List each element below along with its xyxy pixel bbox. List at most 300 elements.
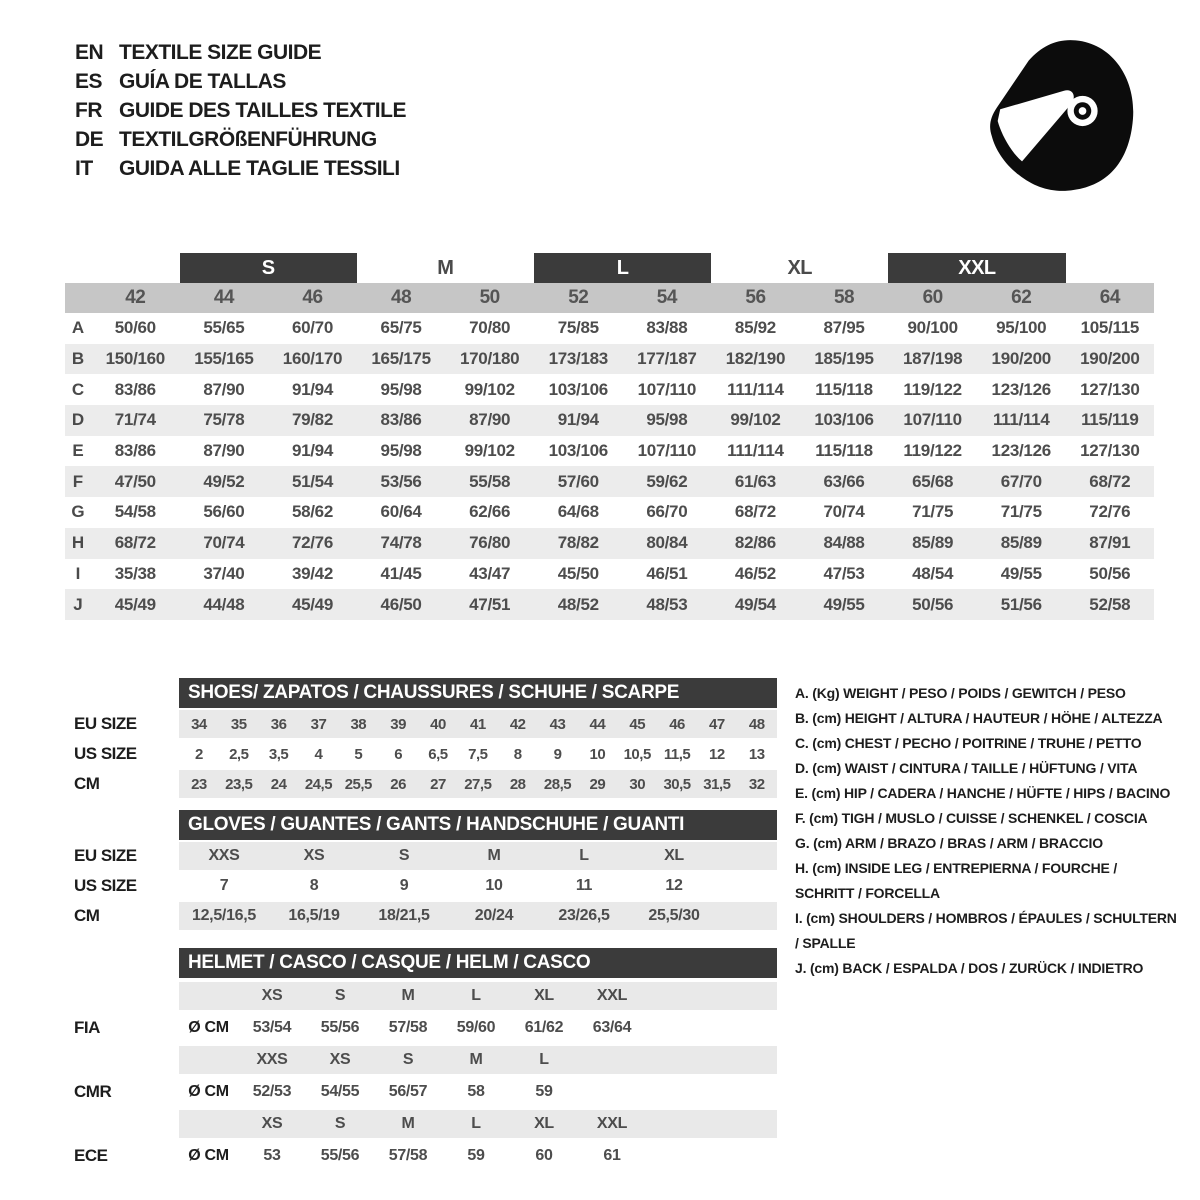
shoe-size-cell: 43: [549, 715, 566, 733]
row-values: [179, 710, 777, 738]
size-number: 54: [656, 287, 677, 308]
size-cell: 95/98: [646, 410, 688, 430]
glove-size-cell: XXS: [208, 847, 240, 864]
size-cell: 60/64: [380, 502, 422, 522]
size-cell: 115/118: [815, 441, 873, 461]
size-cell: 68/72: [734, 502, 776, 522]
helmet-size-cell: 58: [467, 1083, 485, 1100]
size-cell: 170/180: [459, 349, 520, 369]
size-cell: 51/54: [291, 471, 333, 491]
size-cell: 95/100: [996, 318, 1047, 338]
measurement-rows: [65, 313, 1154, 620]
size-cell: 48/53: [646, 594, 688, 614]
helmet-ece-values-row: [0, 1142, 1200, 1170]
size-cell: 71/75: [912, 502, 954, 522]
size-group-s: S: [180, 253, 357, 283]
size-cell: 119/122: [903, 379, 962, 399]
glove-size-cell: 12: [665, 877, 683, 894]
helmet-size-label: S: [402, 1051, 414, 1068]
shoe-size-cell: 40: [430, 715, 446, 733]
size-number: 50: [479, 287, 500, 308]
size-cell: 127/130: [1080, 441, 1140, 461]
glove-size-cell: 12,5/16,5: [191, 907, 257, 924]
size-cell: 103/106: [548, 441, 608, 461]
size-cell: 127/130: [1080, 379, 1140, 399]
shoe-size-cell: 31,5: [703, 775, 731, 793]
helmet-size-cell: 61: [603, 1147, 621, 1164]
shoe-size-cell: 9: [553, 745, 562, 763]
size-number: 58: [833, 287, 855, 308]
helmet-size-label: XS: [261, 987, 283, 1004]
helmet-size-label: XL: [534, 1115, 554, 1132]
standard-label: CMR: [74, 1082, 112, 1101]
size-cell: 37/40: [203, 563, 245, 583]
row-values: [91, 380, 1154, 400]
table-row: [65, 344, 1154, 375]
size-cell: 115/119: [1081, 410, 1139, 430]
helmet-size-cell: 53: [263, 1147, 281, 1164]
size-cell: 62/66: [469, 502, 511, 522]
shoe-size-cell: 12: [709, 745, 725, 763]
size-cell: 83/86: [380, 410, 422, 430]
size-cell: 91/94: [291, 441, 333, 461]
shoe-size-cell: 32: [748, 775, 765, 793]
size-cell: 165/175: [371, 349, 431, 369]
helmet-size-cell: 57/58: [388, 1019, 428, 1036]
glove-size-cell: 23/26,5: [558, 907, 610, 924]
helmet-size-cell: 56/57: [388, 1083, 428, 1100]
row-values: [91, 472, 1154, 492]
glove-size-cell: 20/24: [474, 907, 514, 924]
glove-size-cell: 8: [309, 877, 319, 894]
size-cell: 55/65: [203, 318, 245, 338]
size-cell: 87/90: [469, 410, 511, 430]
helmet-size-label: L: [471, 987, 481, 1004]
shoe-size-cell: 34: [191, 715, 207, 733]
size-cell: 90/100: [907, 318, 958, 338]
language-label: GUIDE DES TAILLES TEXTILE: [119, 99, 406, 122]
size-cell: 155/165: [194, 349, 254, 369]
size-cell: 111/114: [727, 441, 784, 461]
size-cell: 82/86: [734, 533, 776, 553]
size-cell: 45/50: [557, 563, 599, 583]
helmet-size-cell: 59: [467, 1147, 485, 1164]
size-cell: 57/60: [557, 471, 599, 491]
size-number: 64: [1099, 287, 1120, 308]
size-cell: 75/85: [557, 318, 599, 338]
helmet-cmr-values-row: [0, 1078, 1200, 1106]
row-values: [179, 740, 777, 768]
helmet-size-label: M: [401, 1115, 415, 1132]
table-row: [65, 559, 1154, 590]
helmet-size-cell: 59: [535, 1083, 553, 1100]
size-cell: 49/54: [734, 594, 776, 614]
row-values: [91, 318, 1154, 338]
row-letter: J: [73, 594, 83, 614]
glove-size-cell: 11: [575, 877, 593, 894]
size-number: 42: [125, 287, 146, 308]
legend-item: B. (cm) HEIGHT / ALTURA / HAUTEUR / HÖHE / ALTEZZA: [795, 710, 1163, 726]
helmet-size-cell: 63/64: [592, 1019, 632, 1036]
table-row: [65, 528, 1154, 559]
size-cell: 50/56: [912, 594, 954, 614]
size-cell: 46/51: [646, 563, 688, 583]
helmet-size-cell: 61/62: [524, 1019, 564, 1036]
size-cell: 105/115: [1080, 318, 1140, 338]
glove-size-cell: 16,5/19: [288, 907, 340, 924]
row-label: CM: [74, 774, 100, 793]
row-values: [91, 441, 1154, 461]
shoes-title-bar: [179, 678, 777, 708]
table-row: [65, 313, 1154, 344]
size-cell: 39/42: [291, 563, 333, 583]
size-number: 60: [922, 287, 943, 308]
size-cell: 190/200: [1080, 349, 1140, 369]
size-cell: 107/110: [637, 379, 697, 399]
row-letter: A: [71, 318, 85, 338]
glove-size-cell: S: [398, 847, 410, 864]
size-cell: 71/75: [1000, 502, 1042, 522]
size-cell: 119/122: [903, 441, 962, 461]
glove-size-cell: L: [579, 847, 589, 864]
language-code: DE: [75, 128, 104, 151]
row-values: [91, 502, 1154, 522]
size-cell: 63/66: [823, 471, 865, 491]
helmet-size-label: M: [401, 987, 415, 1004]
row-values: [91, 595, 1154, 615]
shoe-size-cell: 29: [589, 775, 606, 793]
shoe-size-cell: 23,5: [225, 775, 253, 793]
shoe-size-cell: 30: [629, 775, 646, 793]
shoe-size-cell: 10,5: [623, 745, 651, 763]
row-values: [91, 564, 1154, 584]
shoe-size-cell: 36: [270, 715, 287, 733]
size-group-xxl: XXL: [888, 253, 1065, 283]
textile-size-table: [65, 253, 1154, 620]
row-label: CM: [74, 906, 100, 925]
shoe-size-cell: 13: [748, 745, 765, 763]
glove-size-cell: XL: [664, 847, 684, 864]
size-cell: 111/114: [727, 379, 784, 399]
table-row: [65, 497, 1154, 528]
shoe-size-cell: 47: [709, 715, 725, 733]
size-cell: 59/62: [646, 471, 688, 491]
table-row: [65, 374, 1154, 405]
shoe-size-cell: 10: [589, 745, 606, 763]
row-letter: F: [72, 471, 84, 491]
size-cell: 91/94: [291, 379, 333, 399]
language-row: [75, 154, 406, 183]
size-cell: 54/58: [114, 502, 156, 522]
legend-item: A. (Kg) WEIGHT / PESO / POIDS / GEWITCH / PESO: [795, 685, 1126, 701]
size-header-row: [179, 1110, 777, 1138]
size-cell: 80/84: [646, 533, 688, 553]
language-row: [75, 38, 406, 67]
size-cell: 107/110: [903, 410, 962, 430]
helmet-size-cell: 53/54: [252, 1019, 292, 1036]
row-letter: I: [75, 563, 81, 583]
size-group-xl: XL: [787, 257, 813, 279]
helmet-size-cell: 60: [535, 1147, 553, 1164]
shoe-size-cell: 35: [230, 715, 247, 733]
glove-size-cell: 10: [485, 877, 503, 894]
size-number: 44: [213, 287, 234, 308]
size-cell: 91/94: [557, 410, 599, 430]
size-cell: 50/60: [114, 318, 156, 338]
legend-item: F. (cm) TIGH / MUSLO / CUISSE / SCHENKEL / COSCIA: [795, 810, 1148, 826]
helmet-size-label: XXS: [256, 1051, 288, 1068]
table-row: [65, 436, 1154, 467]
shoe-size-cell: 3,5: [268, 745, 289, 763]
size-cell: 47/51: [469, 594, 511, 614]
legend-item: I. (cm) SHOULDERS / HOMBROS / ÉPAULES / SCHULTERN / SPALLE: [795, 910, 1177, 951]
size-cell: 78/82: [557, 533, 599, 553]
row-values: [179, 902, 777, 930]
size-cell: 61/63: [734, 471, 776, 491]
shoe-size-cell: 2,5: [229, 745, 249, 763]
size-cell: 70/74: [823, 502, 865, 522]
language-code: IT: [75, 157, 93, 180]
size-cell: 68/72: [1089, 471, 1131, 491]
language-row: [75, 67, 406, 96]
helmet-size-label: XL: [534, 987, 554, 1004]
shoes-title: SHOES/ ZAPATOS / CHAUSSURES / SCHUHE / SCARPE: [188, 682, 680, 703]
size-cell: 177/187: [637, 349, 697, 369]
size-cell: 66/70: [646, 502, 688, 522]
glove-size-cell: 18/21,5: [378, 907, 430, 924]
shoe-size-cell: 27,5: [464, 775, 492, 793]
size-group-l: L: [534, 253, 711, 283]
size-cell: 64/68: [557, 502, 599, 522]
size-cell: 87/91: [1089, 533, 1131, 553]
size-cell: 99/102: [464, 379, 515, 399]
row-label: US SIZE: [74, 744, 137, 763]
row-values: [179, 1014, 777, 1042]
language-label: TEXTILGRÖßENFÜHRUNG: [119, 128, 377, 151]
size-cell: 48/52: [557, 594, 599, 614]
size-cell: 46/52: [734, 563, 776, 583]
helmet-size-label: XS: [329, 1051, 351, 1068]
size-cell: 85/92: [734, 318, 776, 338]
shoe-size-cell: 46: [669, 715, 685, 733]
size-cell: 70/80: [469, 318, 511, 338]
standard-label: FIA: [74, 1018, 100, 1037]
shoe-size-cell: 45: [629, 715, 646, 733]
unit-label: Ø CM: [188, 1147, 229, 1164]
row-letter: G: [71, 502, 85, 522]
helmet-size-label: S: [334, 987, 346, 1004]
shoe-size-cell: 28: [509, 775, 526, 793]
size-number-band: [65, 283, 1154, 313]
size-cell: 99/102: [730, 410, 781, 430]
size-cell: 85/89: [912, 533, 954, 553]
size-cell: 47/50: [114, 471, 156, 491]
size-cell: 123/126: [991, 379, 1051, 399]
size-number: 62: [1011, 287, 1032, 308]
helmet-size-cell: 54/55: [320, 1083, 360, 1100]
row-values: [179, 1078, 777, 1106]
size-group-m: M: [437, 257, 454, 279]
unit-label: Ø CM: [188, 1019, 229, 1036]
size-cell: 83/86: [114, 379, 156, 399]
helmet-size-cell: 55/56: [320, 1019, 360, 1036]
legend-item: D. (cm) WAIST / CINTURA / TAILLE / HÜFTUNG / VITA: [795, 760, 1138, 776]
table-row: [65, 589, 1154, 620]
shoe-size-cell: 27: [430, 775, 446, 793]
glove-size-cell: M: [487, 847, 501, 864]
size-cell: 95/98: [380, 379, 422, 399]
header-spacer: [65, 253, 180, 283]
row-values: [179, 872, 777, 900]
shoe-size-cell: 37: [310, 715, 327, 733]
shoe-size-cell: 25,5: [344, 775, 372, 793]
glove-size-cell: 9: [399, 877, 409, 894]
size-cell: 51/56: [1000, 594, 1042, 614]
size-group-header: [65, 253, 1154, 283]
size-cell: 107/110: [637, 441, 697, 461]
size-cell: 53/56: [380, 471, 422, 491]
shoe-size-cell: 42: [509, 715, 526, 733]
shoe-size-cell: 48: [748, 715, 765, 733]
row-letter: C: [71, 379, 85, 399]
legend-item: H. (cm) INSIDE LEG / ENTREPIERNA / FOURCHE / SCHRITT / FORCELLA: [795, 860, 1118, 901]
helmet-cmr-sizes-row: [0, 1046, 1200, 1074]
shoe-size-cell: 30,5: [663, 775, 691, 793]
shoe-size-cell: 7,5: [468, 745, 488, 763]
row-letter: H: [71, 533, 85, 553]
shoe-size-cell: 41: [469, 715, 486, 733]
helmet-size-label: L: [471, 1115, 481, 1132]
size-cell: 56/60: [203, 502, 245, 522]
shoe-size-cell: 6,5: [428, 745, 448, 763]
unit-label: Ø CM: [188, 1083, 229, 1100]
size-cell: 45/49: [114, 594, 156, 614]
size-cell: 72/76: [1089, 502, 1131, 522]
size-cell: 103/106: [548, 379, 608, 399]
row-values: [91, 410, 1154, 430]
table-row: [65, 405, 1154, 436]
shoe-size-cell: 23: [191, 775, 207, 793]
helmet-ece-sizes-row: [0, 1110, 1200, 1138]
gloves-title-bar: [179, 810, 777, 840]
size-cell: 123/126: [991, 441, 1051, 461]
language-code: FR: [75, 99, 102, 122]
size-cell: 60/70: [291, 318, 333, 338]
helmet-size-label: L: [539, 1051, 549, 1068]
size-cell: 47/53: [823, 563, 865, 583]
shoe-size-cell: 11,5: [663, 745, 691, 763]
size-cell: 83/86: [114, 441, 156, 461]
helmet-title-bar: [179, 948, 777, 978]
language-label: GUÍA DE TALLAS: [119, 70, 286, 93]
shoe-size-cell: 24: [270, 775, 287, 793]
size-cell: 95/98: [380, 441, 422, 461]
gloves-title: GLOVES / GUANTES / GANTS / HANDSCHUHE / GUANTI: [188, 814, 685, 835]
size-header-row: [179, 982, 777, 1010]
size-cell: 71/74: [114, 410, 156, 430]
row-values: [91, 533, 1154, 553]
shoe-size-cell: 6: [394, 745, 403, 763]
shoe-size-cell: 26: [390, 775, 406, 793]
row-values: [179, 1142, 777, 1170]
size-cell: 46/50: [380, 594, 422, 614]
size-cell: 160/170: [282, 349, 343, 369]
language-list: [75, 38, 406, 183]
helmet-size-label: XXL: [596, 987, 628, 1004]
helmet-size-label: M: [469, 1051, 483, 1068]
size-cell: 87/95: [823, 318, 865, 338]
size-cell: 85/89: [1000, 533, 1042, 553]
row-values: [179, 770, 777, 798]
size-cell: 190/200: [991, 349, 1051, 369]
row-label: US SIZE: [74, 876, 137, 895]
size-cell: 111/114: [992, 410, 1050, 430]
size-header-row: [179, 1046, 777, 1074]
size-cell: 75/78: [203, 410, 245, 430]
size-cell: 52/58: [1089, 594, 1131, 614]
size-cell: 187/198: [902, 349, 963, 369]
legend-item: J. (cm) BACK / ESPALDA / DOS / ZURÜCK / INDIETRO: [795, 960, 1144, 976]
legend-item: G. (cm) ARM / BRAZO / BRAS / ARM / BRACCIO: [795, 835, 1103, 851]
size-cell: 79/82: [291, 410, 333, 430]
helmet-fia-sizes-row: [0, 982, 1200, 1010]
shoe-size-cell: 24,5: [304, 775, 333, 793]
language-row: [75, 96, 406, 125]
size-cell: 41/45: [380, 563, 422, 583]
size-cell: 55/58: [469, 471, 511, 491]
language-code: EN: [75, 41, 104, 64]
size-cell: 58/62: [291, 502, 333, 522]
shoe-size-cell: 28,5: [543, 775, 572, 793]
helmet-size-label: XXL: [596, 1115, 628, 1132]
size-cell: 43/47: [469, 563, 511, 583]
shoe-size-cell: 2: [195, 745, 203, 763]
size-cell: 49/55: [1000, 563, 1042, 583]
size-cell: 83/88: [646, 318, 688, 338]
helmet-size-label: XS: [261, 1115, 283, 1132]
glove-size-cell: 25,5/30: [648, 907, 700, 924]
size-cell: 50/56: [1089, 563, 1131, 583]
size-cell: 65/75: [380, 318, 422, 338]
measurement-legend: [795, 681, 1177, 981]
row-letter: E: [72, 441, 84, 461]
helmet-size-label: S: [334, 1115, 346, 1132]
helmet-size-cell: 59/60: [456, 1019, 496, 1036]
size-cell: 70/74: [203, 533, 245, 553]
language-label: GUIDA ALLE TAGLIE TESSILI: [119, 157, 400, 180]
shoe-size-cell: 39: [390, 715, 406, 733]
helmet-size-cell: 55/56: [320, 1147, 360, 1164]
shoe-size-cell: 5: [354, 745, 363, 763]
size-cell: 99/102: [464, 441, 515, 461]
size-cell: 72/76: [291, 533, 333, 553]
size-cell: 87/90: [203, 379, 245, 399]
row-label: EU SIZE: [74, 714, 137, 733]
size-cell: 44/48: [203, 594, 245, 614]
row-letter: B: [71, 349, 85, 369]
helmet-title: HELMET / CASCO / CASQUE / HELM / CASCO: [188, 952, 591, 973]
size-cell: 185/195: [814, 349, 874, 369]
size-cell: 74/78: [380, 533, 422, 553]
shoe-size-cell: 4: [314, 745, 323, 763]
size-cell: 150/160: [105, 349, 165, 369]
helmet-fia-values-row: [0, 1014, 1200, 1042]
size-cell: 65/68: [912, 471, 954, 491]
legend-item: E. (cm) HIP / CADERA / HANCHE / HÜFTE / HIPS / BACINO: [795, 785, 1171, 801]
size-cell: 182/190: [725, 349, 786, 369]
language-code: ES: [75, 70, 103, 93]
size-cell: 48/54: [912, 563, 954, 583]
